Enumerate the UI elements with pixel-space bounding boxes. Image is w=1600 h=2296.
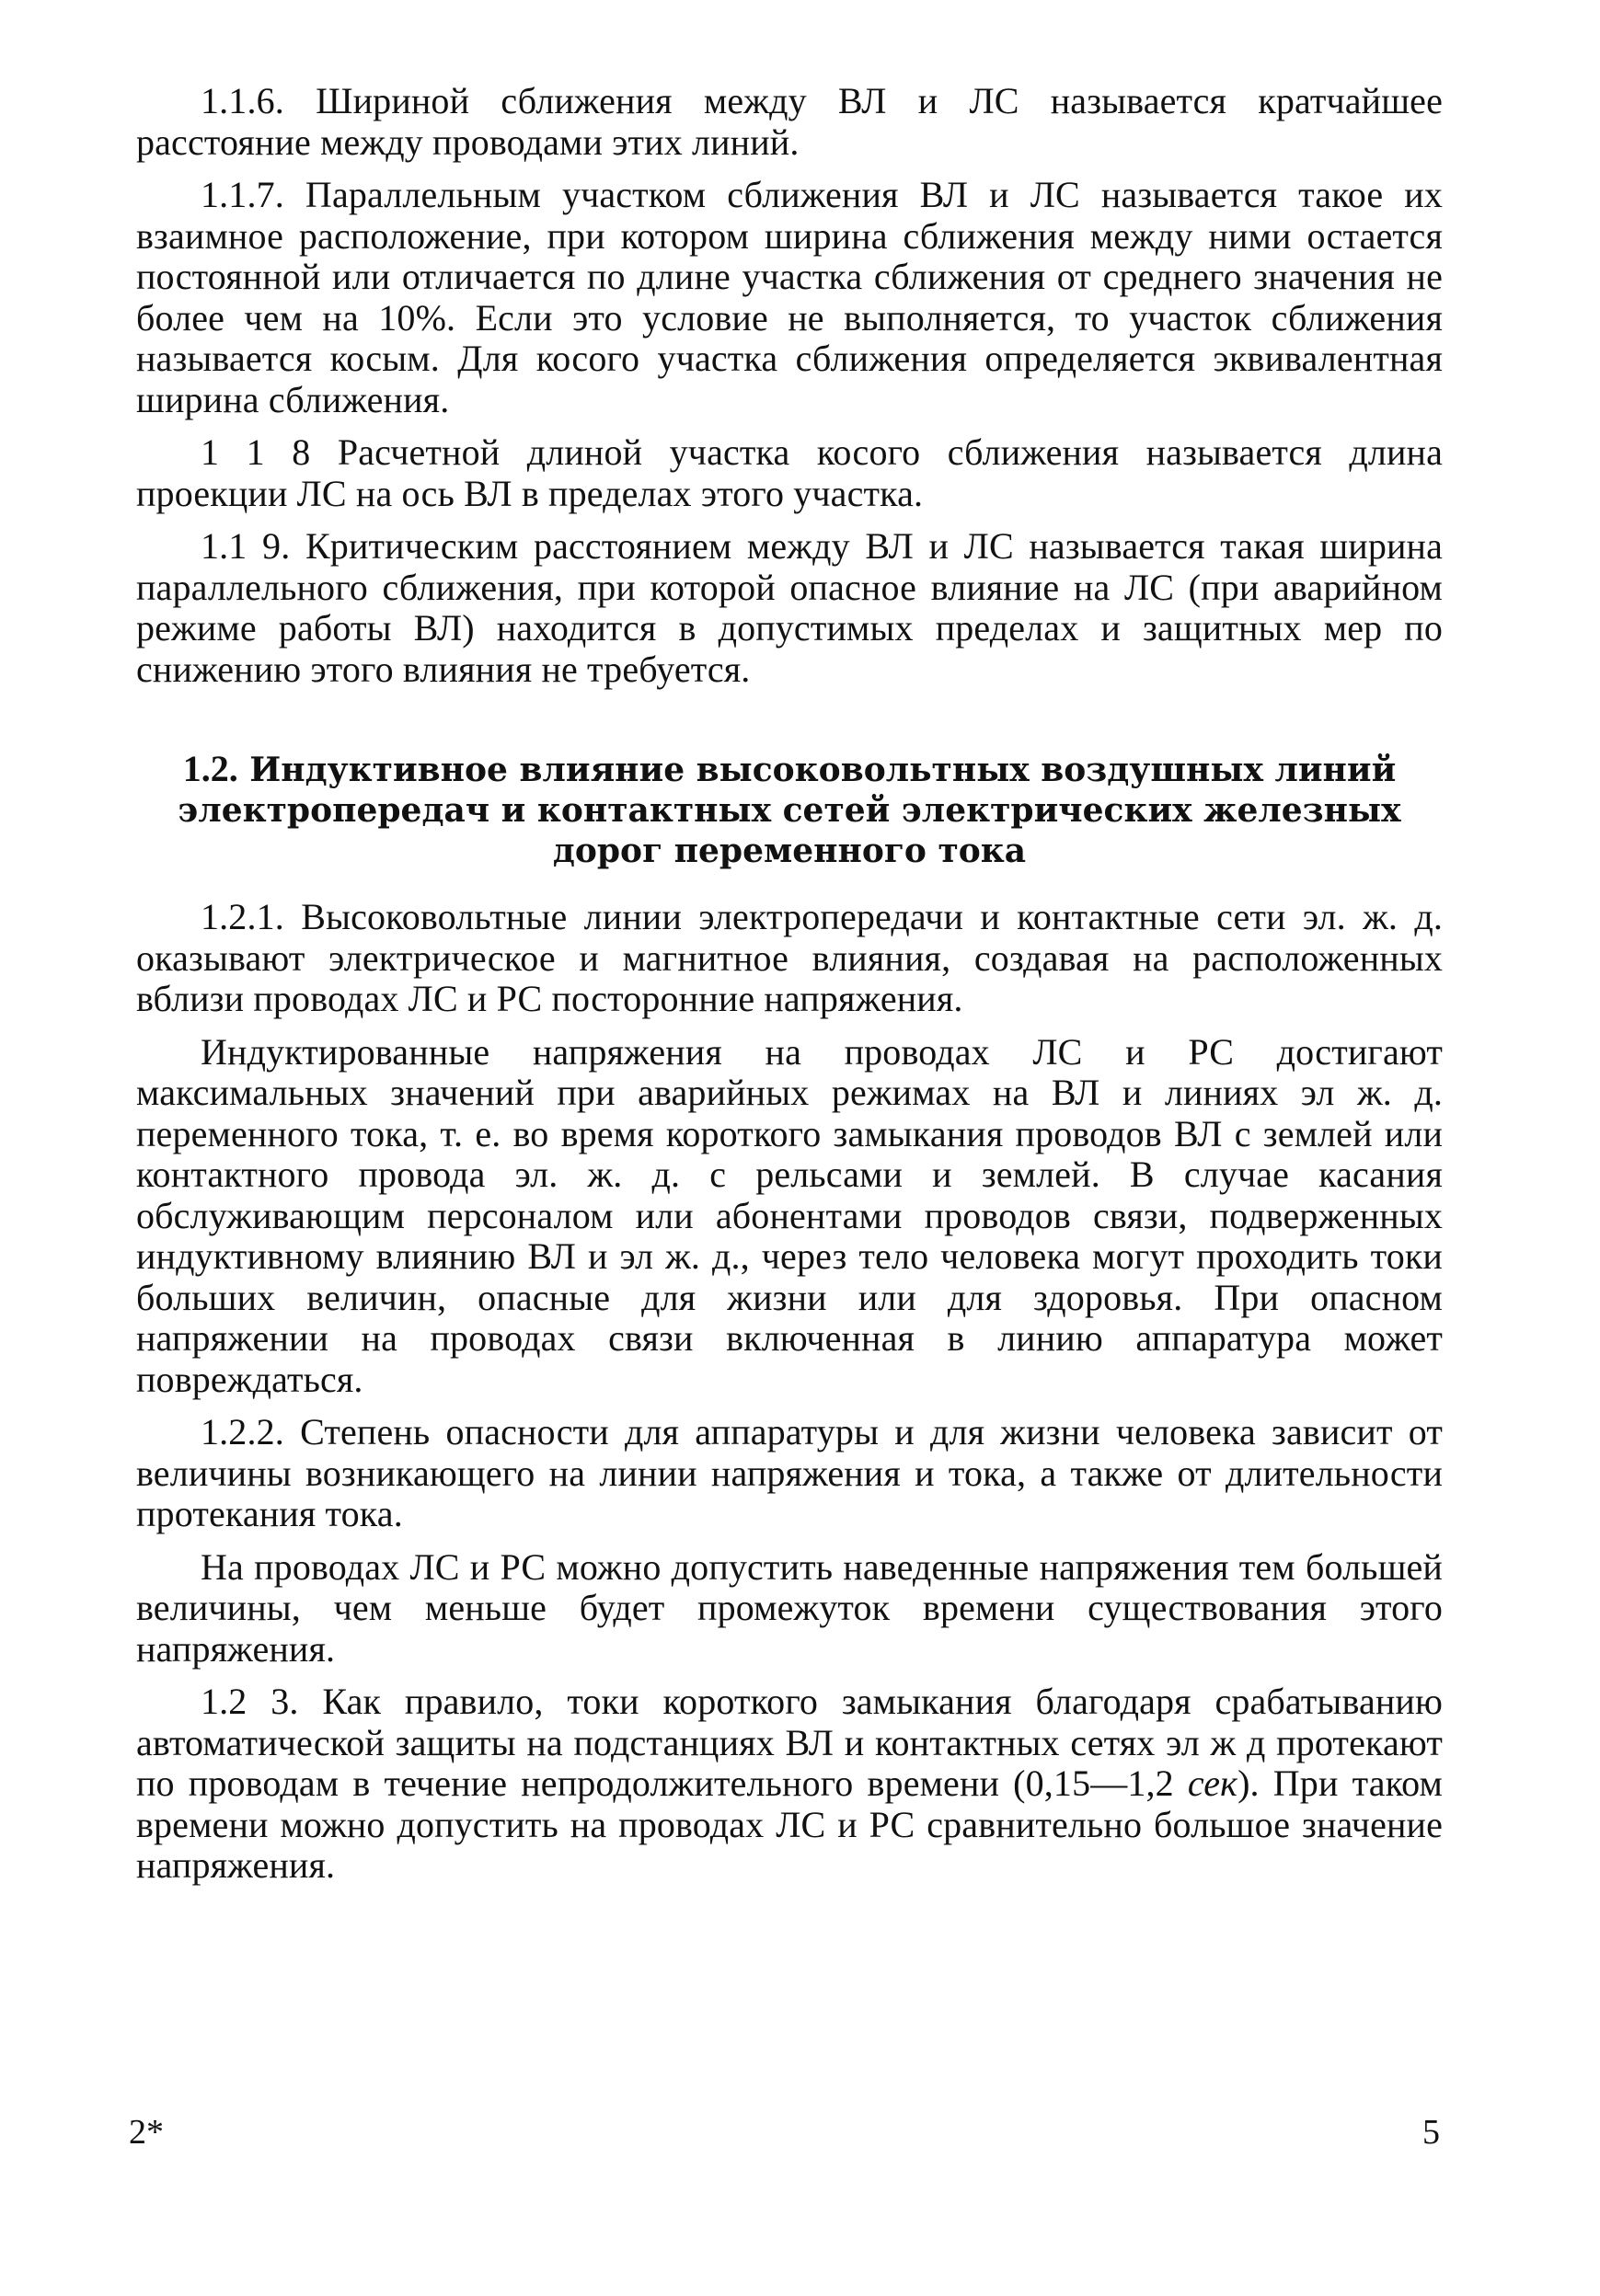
paragraph-number: 1.1.7. <box>201 174 284 215</box>
paragraph-number: 1.1 9. <box>201 525 291 567</box>
paragraph-text-before: Как правило, токи короткого замыкания благодаря срабатыванию автоматической защиты на подстанциях ВЛ и контактных сетях эл ж д протекают по проводам в течение непродолжительного времени (0,15—1,2 <box>136 1681 1443 1804</box>
paragraph-number: 1 1 8 <box>201 431 311 473</box>
section-heading <box>136 749 1443 871</box>
paragraph-text: Критическим расстоянием между ВЛ и ЛС называется такая ширина параллельного сближения, при которой опасное влияние на ЛС (при аварийном режиме работы ВЛ) находится в допустимых пределах и защитных мер по снижению этого влияния не требуется. <box>136 525 1444 690</box>
paragraph-induced-voltages <box>136 1032 1443 1401</box>
paragraph-1-1-6 <box>136 81 1443 163</box>
paragraph-text: Степень опасности для аппаратуры и для жизни человека зависит от величины возникающего на линии напряжения и тока, а также от длительности протекания тока. <box>136 1411 1444 1534</box>
paragraph-text: Шириной сближения между ВЛ и ЛС называется кратчайшее расстояние между проводами этих линий. <box>136 80 1443 163</box>
paragraph-number: 1.2.1. <box>201 896 284 937</box>
paragraph-1-2-2 <box>136 1412 1443 1535</box>
paragraph-allowed-voltages <box>136 1547 1443 1670</box>
paragraph-number: 1.1.6. <box>201 80 284 121</box>
paragraph-number: 1.2.2. <box>201 1411 284 1452</box>
section-number: 1.2. <box>182 748 238 789</box>
paragraph-1-1-8 <box>136 432 1443 514</box>
signature-mark: 2* <box>129 2113 164 2152</box>
paragraph-1-1-9 <box>136 526 1443 690</box>
paragraph-text: На проводах ЛС и РС можно допустить наведенные напряжения тем большей величины, чем меньше будет промежуток времени существования этого напряжения. <box>136 1545 1443 1670</box>
paragraph-1-2-1 <box>136 897 1443 1020</box>
paragraph-text: Высоковольтные линии электропередачи и контактные сети эл. ж. д. оказывают электрическое и магнитное влияния, создавая на расположенных вблизи проводах ЛС и РС посторонние напряжения. <box>136 896 1443 1019</box>
paragraph-text: Параллельным участком сближения ВЛ и ЛС называется такое их взаимное расположение, при котором ширина сближения между ними остается постоянной или отличается по длине участка сближения от среднего значения не более чем на 10%. Если это условие не выполняется, то участок сближения называется косым. Для косого участка сближения определяется эквивалентная ширина сближения. <box>136 174 1444 420</box>
page-number: 5 <box>1422 2113 1440 2152</box>
paragraph-text: Расчетной длиной участка косого сближения называется длина проекции ЛС на ось ВЛ в пределах этого участка. <box>136 431 1444 514</box>
text-column <box>136 81 1443 1887</box>
paragraph-number: 1.2 3. <box>201 1681 299 1722</box>
paragraph-text-after: ). При таком времени можно допустить на проводах ЛС и РС сравнительно большое значение напряжения. <box>136 1762 1443 1886</box>
paragraph-text: Индуктированные напряжения на проводах ЛС и РС достигают максимальных значений при аварийных режимах на ВЛ и линиях эл ж. д. переменного тока, т. е. во время короткого замыкания проводов ВЛ с землей или контактного провода эл. ж. д. с рельсами и землей. В случае касания обслуживающим персоналом или абонентами проводов связи, подверженных индуктивному влиянию ВЛ и эл ж. д., через тело человека могут проходить токи больших величин, опасные для жизни или для здоровья. При опасном напряжении на проводах связи включенная в линию аппаратура может повреждаться. <box>136 1030 1443 1400</box>
paragraph-text-italic-unit: сек <box>1187 1762 1238 1804</box>
paragraph-1-2-3 <box>136 1682 1443 1887</box>
paragraph-1-1-7 <box>136 175 1443 420</box>
section-title: Индуктивное влияние высоковольтных воздушных линий электропередач и контактных сетей электрических железных дорог переменного тока <box>178 751 1401 870</box>
